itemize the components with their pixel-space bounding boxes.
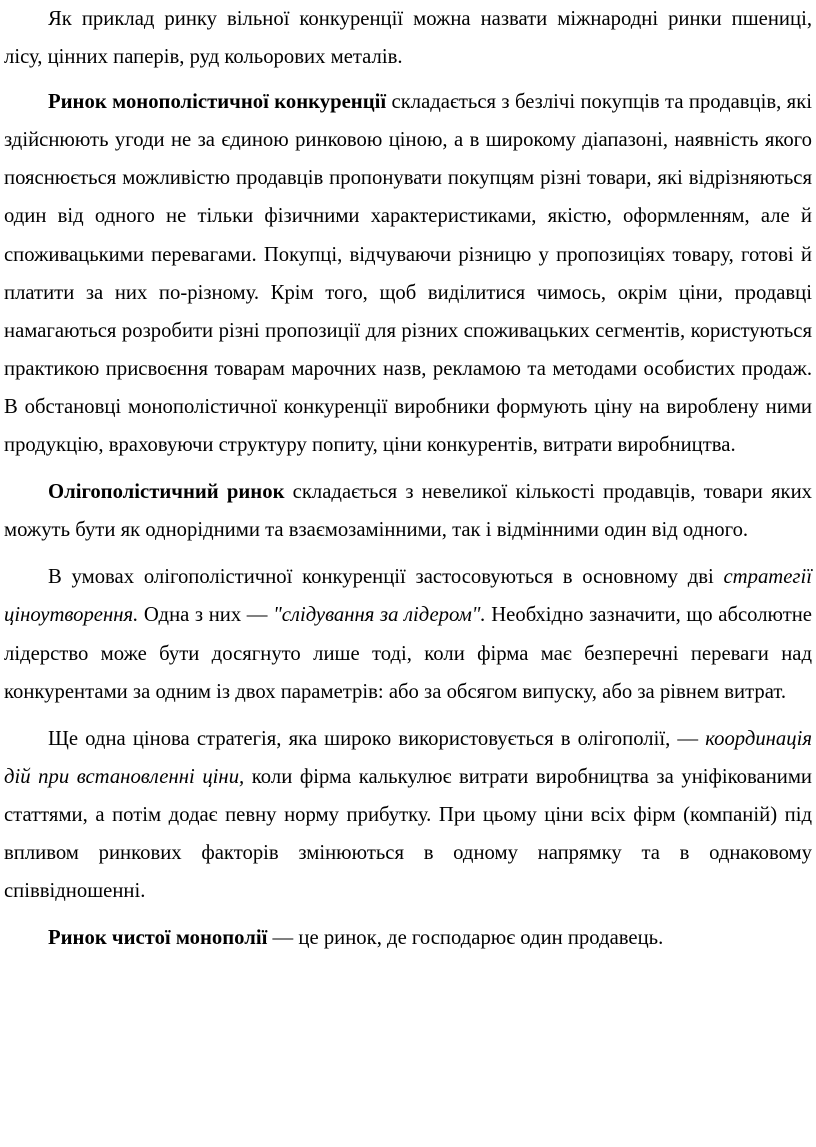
paragraph-text: Як приклад ринку вільної конкуренції можна назвати міжнародні ринки пшениці, лісу, цінних паперів, руд кольорових металів. — [4, 8, 812, 69]
paragraph-text: Ще одна цінова стратегія, яка широко використовується в олігополії, — — [48, 727, 706, 750]
paragraph-pure-monopoly — [4, 919, 812, 957]
term-follow-the-leader: "слідування за лідером". — [273, 604, 486, 627]
term-oligopoly-market: Олігополістичний ринок — [48, 481, 285, 504]
paragraph-text: Необхідно зазначити, що абсолютне лідерство може бути досягнуто лише тоді, коли фірма має безперечні переваги над конкурентами за одним із двох параметрів: або за обсягом випуску, або за рівнем витрат. — [4, 604, 812, 703]
paragraph-text: Одна з них — — [138, 604, 274, 627]
paragraph-monopolistic-competition — [4, 83, 812, 464]
term-monopolistic-competition: Ринок монополістичної конкуренції — [48, 91, 387, 114]
paragraph-price-coordination — [4, 720, 812, 910]
term-price-coordination: координація дій при встановленні ціни, — [4, 727, 812, 788]
paragraph-free-competition-examples — [4, 0, 812, 76]
paragraph-text: В умовах олігополістичної конкуренції застосовуються в основному дві — [48, 566, 724, 589]
document-page — [4, 0, 812, 957]
term-pricing-strategies: стратегії ціноутворення. — [4, 566, 812, 627]
paragraph-oligopoly-market — [4, 473, 812, 549]
paragraph-text: складається з невеликої кількості продавців, товари яких можуть бути як однорідними та взаємозамінними, так і відмінними один від одного. — [4, 481, 812, 542]
paragraph-text: коли фірма калькулює витрати виробництва за уніфікованими статтями, а потім додає певну норму прибутку. При цьому ціни всіх фірм (компаній) під впливом ринкових факторів змінюються в одному напрямку та в однаковому співвідношенні. — [4, 765, 812, 903]
paragraph-text: — це ринок, де господарює один продавець. — [267, 927, 664, 950]
term-pure-monopoly: Ринок чистої монополії — [48, 927, 268, 950]
paragraph-oligopoly-pricing-strategies — [4, 558, 812, 710]
paragraph-text: складається з безлічі покупців та продавців, які здійснюють угоди не за єдиною ринковою ціною, а в широкому діапазоні, наявність якого пояснюється можливістю продавців пропонувати покупцям різні товари, які відрізняються один від одного не тільки фізичними характеристиками, якістю, оформленням, але й споживацькими перевагами. Покупці, відчуваючи різницю у пропозиціях товару, готові й платити за них по-різному. Крім того, щоб виділитися чимось, окрім ціни, продавці намагаються розробити різні пропозиції для різних споживацьких сегментів, користуються практикою присвоєння товарам марочних назв, рекламою та методами особистих продаж. В обстановці монополістичної конкуренції виробники формують ціну на вироблену ними продукцію, враховуючи структуру попиту, ціни конкурентів, витрати виробництва. — [4, 91, 812, 457]
